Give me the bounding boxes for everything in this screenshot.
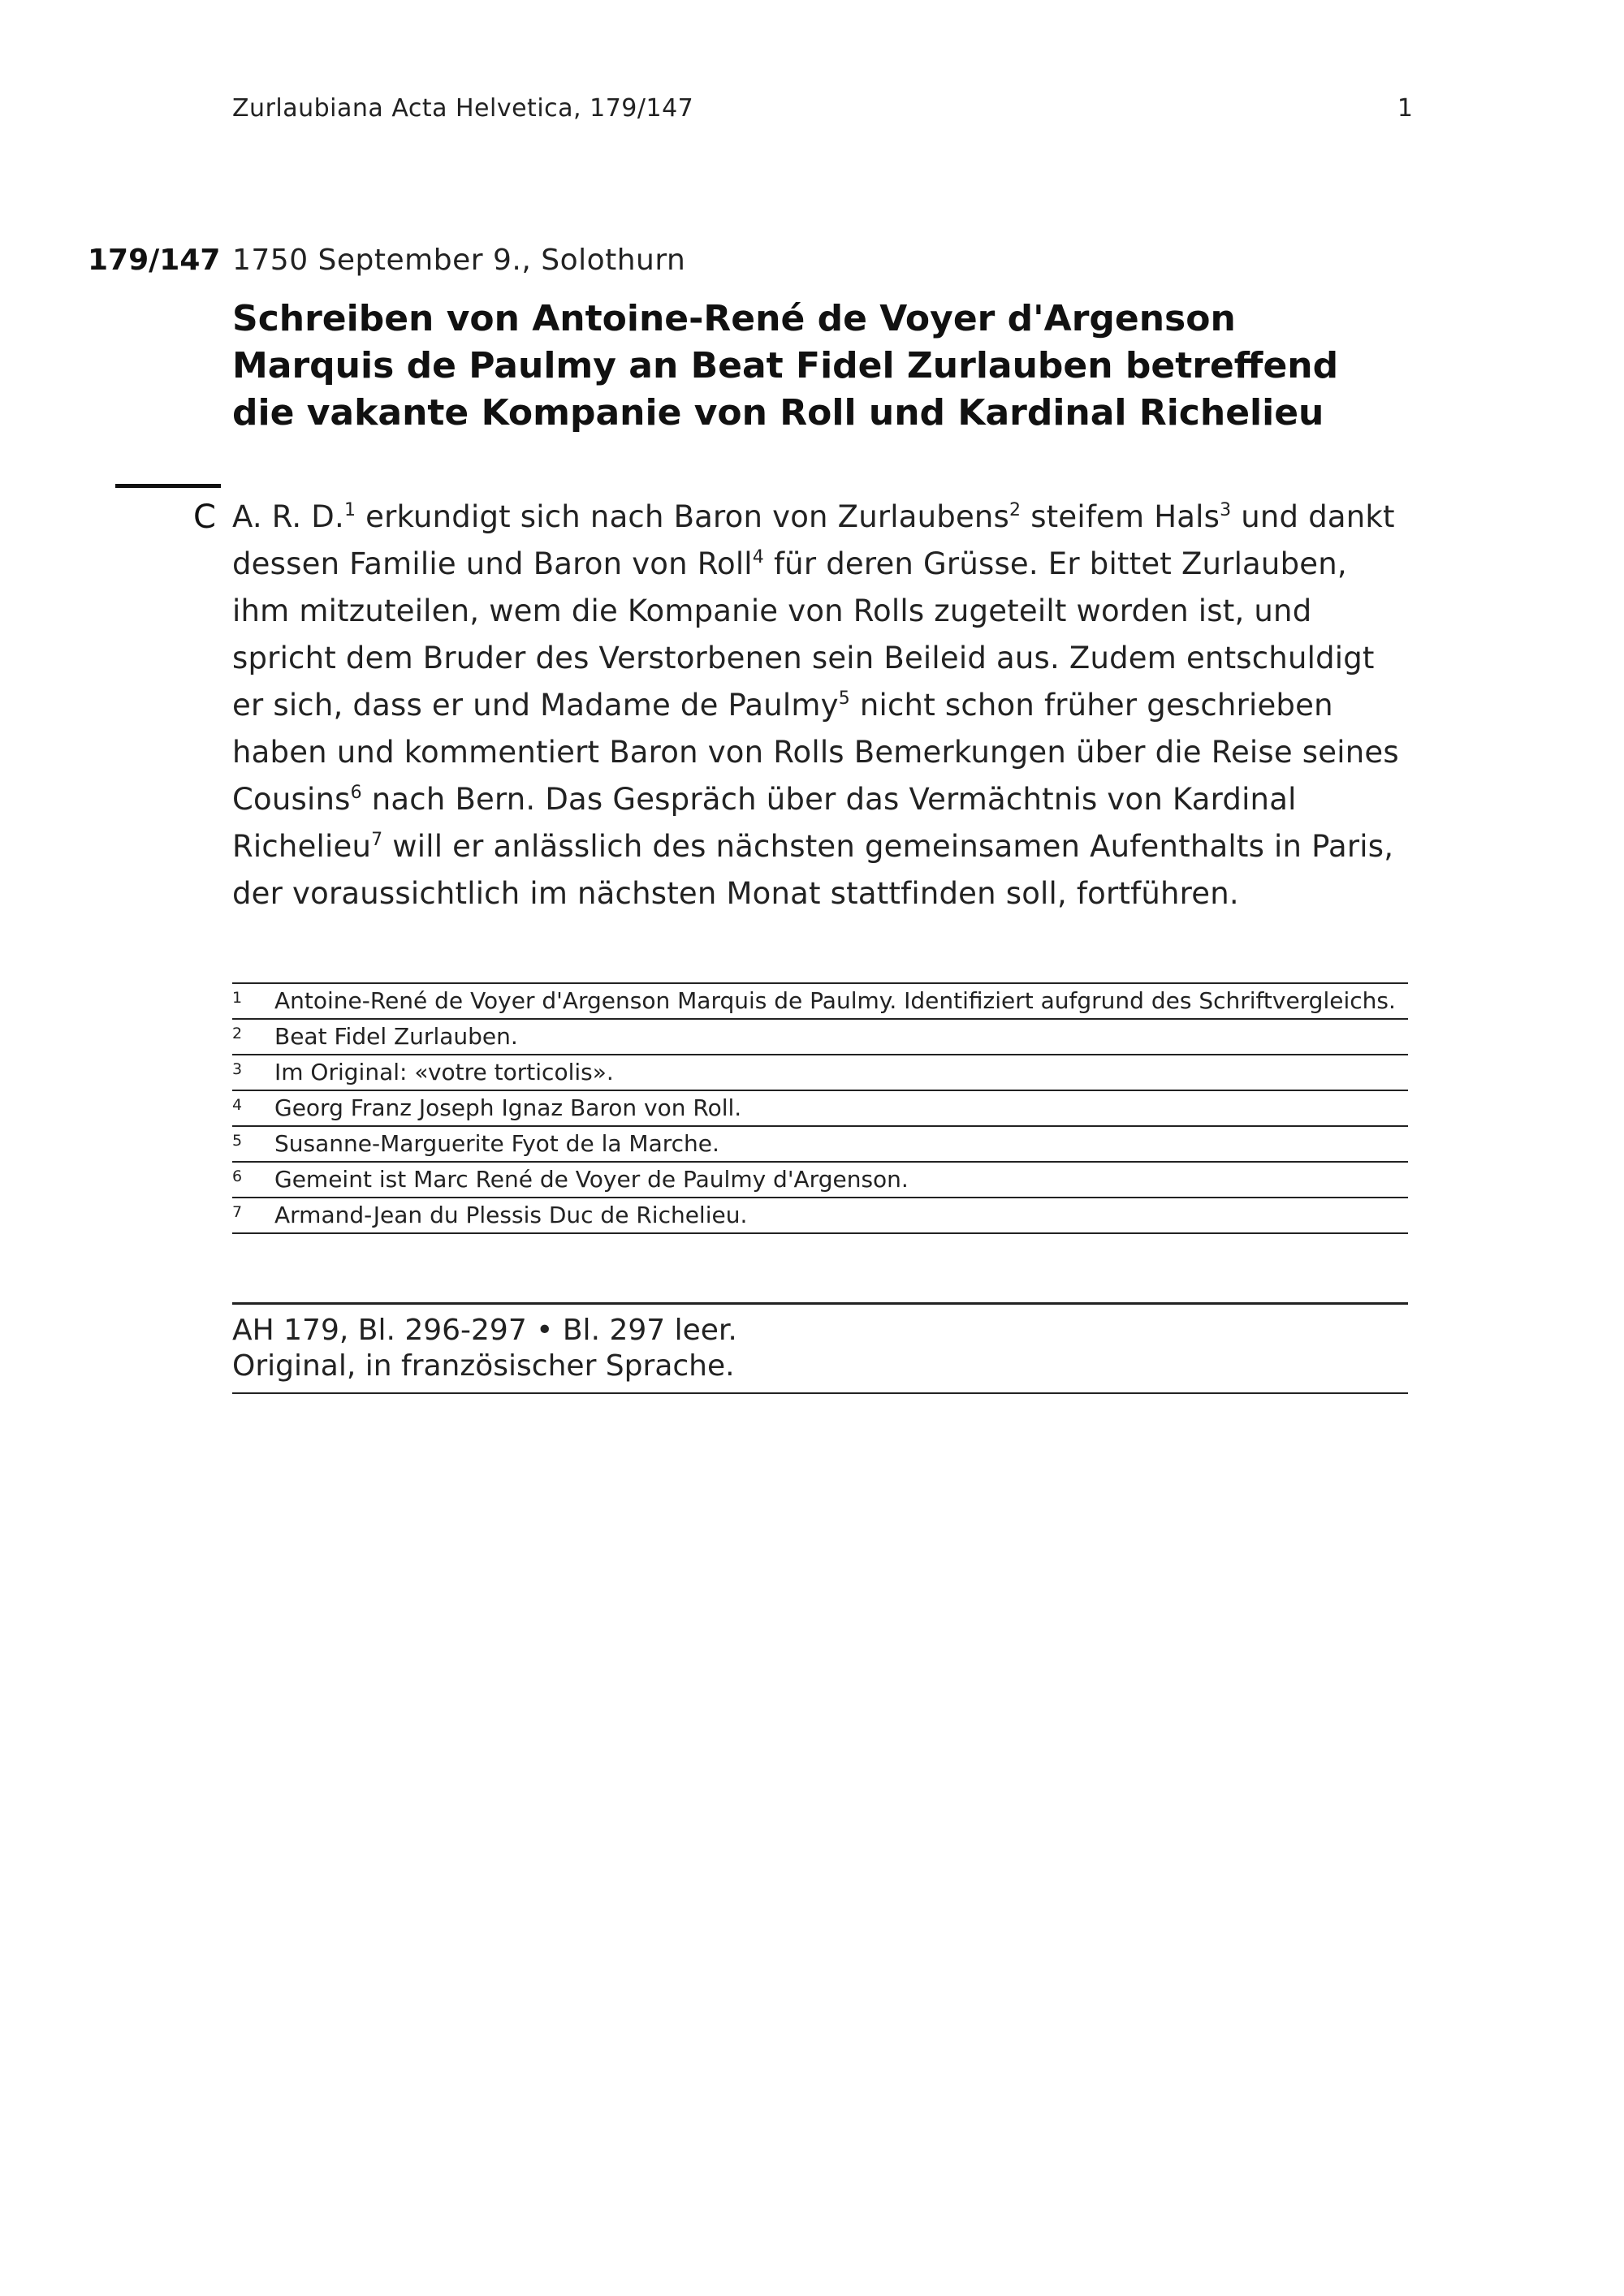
footnote-ref: 2 bbox=[1009, 500, 1021, 520]
footnote-ref: 1 bbox=[343, 500, 356, 520]
footnote-number: 7 bbox=[232, 1203, 243, 1221]
footnote-ref: 5 bbox=[838, 688, 850, 709]
summary-segment: nach Bern. Das Gespräch über das Vermächtnis von Kardinal Richelieu bbox=[232, 782, 1297, 864]
summary-segment: für deren Grüsse. Er bittet Zurlauben, ihm mitzuteilen, wem die Kompanie von Rolls zugeteilt worden ist, und spricht dem Bruder des Verstorbenen sein Beileid aus. Zudem entschuldigt er sich, dass er und Madame de Paulmy bbox=[232, 546, 1375, 723]
footnote bbox=[232, 1091, 1408, 1127]
footnote-text: Antoine-René de Voyer d'Argenson Marquis de Paulmy. Identifiziert aufgrund des Schriftvergleichs. bbox=[274, 987, 1396, 1014]
footnote-text: Gemeint ist Marc René de Voyer de Paulmy d'Argenson. bbox=[274, 1166, 909, 1193]
footnote bbox=[232, 984, 1408, 1020]
footnote-ref: 6 bbox=[350, 783, 362, 803]
summary-marker: C bbox=[193, 498, 216, 536]
footnote-ref: 4 bbox=[752, 547, 764, 568]
summary-segment: will er anlässlich des nächsten gemeinsamen Aufenthalts in Paris, der voraussichtlich im nächsten Monat stattfinden soll, fortführen. bbox=[232, 829, 1394, 911]
footnote bbox=[232, 1198, 1408, 1234]
source-info bbox=[232, 1302, 1408, 1394]
footnote-text: Susanne-Marguerite Fyot de la Marche. bbox=[274, 1130, 719, 1157]
document-date-place: 1750 September 9., Solothurn bbox=[232, 244, 686, 277]
footnote-number: 5 bbox=[232, 1132, 243, 1150]
summary-segment: steifem Hals bbox=[1021, 499, 1220, 534]
document-title: Schreiben von Antoine-René de Voyer d'Argenson Marquis de Paulmy an Beat Fidel Zurlauben betreffend die vakante Kompanie von Roll und Kardinal Richelieu bbox=[232, 298, 1339, 434]
footnote-number: 2 bbox=[232, 1025, 243, 1042]
summary-segment: nicht schon früher geschrieben haben und kommentiert Baron von Rolls Bemerkungen über die Reise seines Cousins bbox=[232, 688, 1399, 817]
summary-segment: A. R. D. bbox=[232, 499, 344, 534]
footnote-text: Armand-Jean du Plessis Duc de Richelieu. bbox=[274, 1202, 748, 1228]
footnote bbox=[232, 1055, 1408, 1091]
footnote-text: Georg Franz Joseph Ignaz Baron von Roll. bbox=[274, 1094, 742, 1121]
footnote bbox=[232, 1020, 1408, 1055]
footnote bbox=[232, 1127, 1408, 1163]
footnote-number: 6 bbox=[232, 1167, 243, 1185]
summary-segment: und dankt dessen Familie und Baron von Roll bbox=[232, 499, 1395, 581]
summary-segment: erkundigt sich nach Baron von Zurlaubens bbox=[356, 499, 1010, 534]
document-number: 179/147 bbox=[88, 244, 221, 277]
footnote-ref: 7 bbox=[371, 830, 383, 850]
footnote bbox=[232, 1163, 1408, 1198]
footnote-number: 1 bbox=[232, 989, 243, 1007]
running-header: Zurlaubiana Acta Helvetica, 179/147 bbox=[232, 94, 694, 123]
footnote-ref: 3 bbox=[1220, 500, 1232, 520]
source-reference: AH 179, Bl. 296-297 • Bl. 297 leer. bbox=[232, 1314, 737, 1347]
footnote-text: Beat Fidel Zurlauben. bbox=[274, 1023, 518, 1050]
footnote-number: 4 bbox=[232, 1096, 243, 1114]
footnote-text: Im Original: «votre torticolis». bbox=[274, 1059, 614, 1085]
source-original: Original, in französischer Sprache. bbox=[232, 1349, 735, 1383]
footnote-number: 3 bbox=[232, 1060, 243, 1078]
summary-text bbox=[232, 494, 1410, 917]
page-number: 1 bbox=[1397, 94, 1413, 123]
section-rule bbox=[115, 484, 221, 488]
footnotes bbox=[232, 982, 1408, 1234]
